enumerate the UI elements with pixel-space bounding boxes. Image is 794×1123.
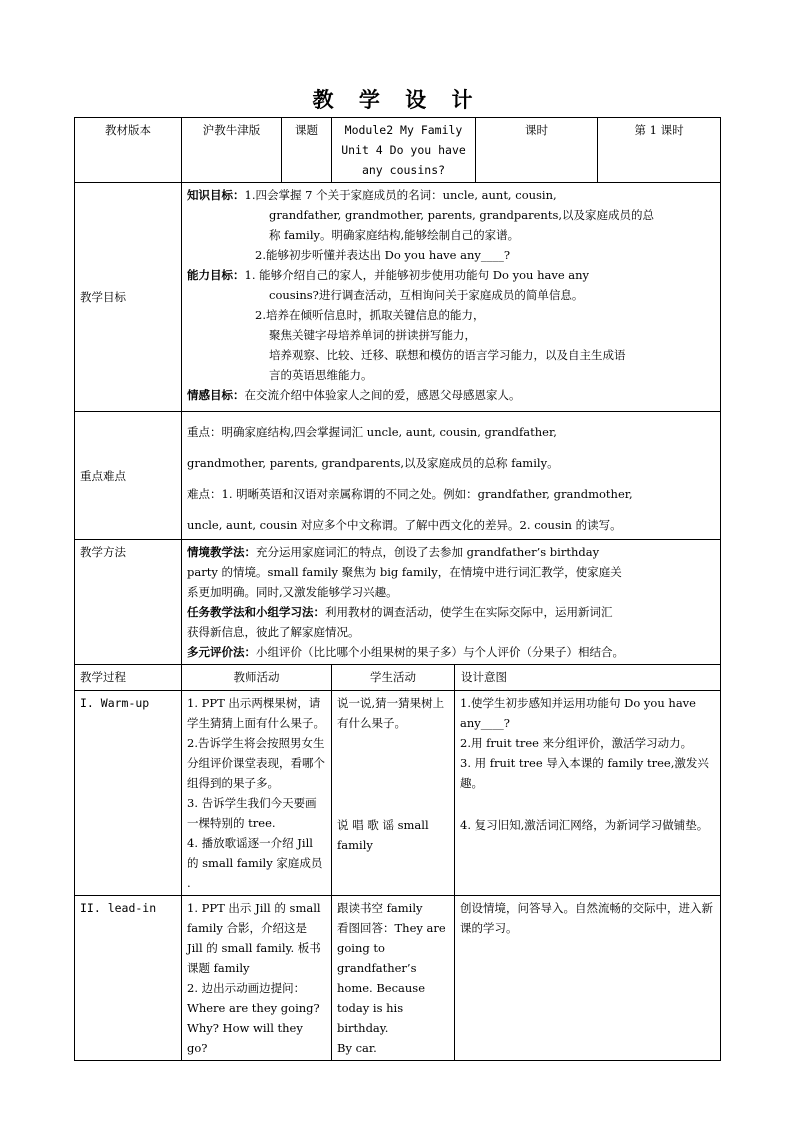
task-text-2: 获得新信息，彼此了解家庭情况。 [187, 625, 360, 639]
knowledge-text-1: 1.四会掌握 7 个关于家庭成员的名词：uncle, aunt, cousin, [244, 188, 557, 202]
key-points-content [182, 412, 721, 540]
topic-label: 课题 [282, 118, 332, 183]
process-label: 教学过程 [75, 665, 182, 691]
ability-text-1: 1. 能够介绍自己的家人，并能够初步使用功能句 Do you have any [244, 268, 590, 282]
design-intent-cell [455, 691, 721, 896]
design-intent-cell [455, 896, 721, 1061]
objectives-content [182, 183, 721, 412]
student-activity-cell [332, 691, 455, 896]
process-header-row [75, 665, 721, 691]
teacher-step-3: 3. 告诉学生我们今天要画一棵特别的 tree. [187, 796, 317, 830]
topic-line-2: Unit 4 Do you have any cousins? [341, 143, 466, 177]
intent-step-1: 创设情境，问答导入。自然流畅的交际中，进入新课的学习。 [460, 901, 713, 935]
period-value: 第 1 课时 [598, 118, 721, 183]
ability-text-3: 2.培养在倾听信息时，抓取关键信息的能力， [255, 308, 485, 322]
key-points-row [75, 412, 721, 540]
objectives-label: 教学目标 [75, 183, 182, 412]
student-activity-header: 学生活动 [332, 665, 455, 691]
student-step-2: 看图回答：They are going to grandfather’s home. Because today is his birthday. [337, 921, 446, 1035]
methods-content [182, 540, 721, 665]
situational-text-2: party 的情境。small family 聚焦为 big family，在情境中进行词汇教学，使家庭关 [187, 565, 622, 579]
stage-label: II. lead-in [75, 896, 182, 1061]
student-step-1: 跟读书空 family [337, 901, 423, 915]
knowledge-text-2: grandfather, grandmother, parents, grandparents,以及家庭成员的总 [269, 208, 655, 222]
teacher-step-4: 4. 播放歌谣逐一介绍 Jill 的 small family 家庭成员 . [187, 836, 323, 890]
intent-step-2: 2.用 fruit tree 来分组评价，激活学习动力。 [460, 736, 693, 750]
process-row-leadin [75, 896, 721, 1061]
situational-text-1: 充分运用家庭词汇的特点，创设了去参加 grandfather’s birthday [256, 545, 600, 559]
teacher-step-1: 1. PPT 出示 Jill 的 small family 合影，介绍这是 Jill 的 small family. 板书课题 family [187, 901, 321, 975]
stage-label: I. Warm-up [75, 691, 182, 896]
focus-text-1: 重点：明确家庭结构,四会掌握词汇 uncle, aunt, cousin, grandfather, [187, 425, 557, 439]
eval-label: 多元评价法： [187, 645, 256, 659]
knowledge-text-3: 称 family。明确家庭结构,能够绘制自己的家谱。 [269, 228, 520, 242]
ability-text-5: 培养观察、比较、迁移、联想和模仿的语言学习能力，以及自主生成语 [269, 348, 626, 362]
ability-text-4: 聚焦关键字母培养单词的拼读拼写能力， [269, 328, 476, 342]
teacher-step-2: 2. 边出示动画边提问：Where are they going? Why? How will they go? [187, 981, 320, 1055]
edition-label: 教材版本 [75, 118, 182, 183]
methods-row [75, 540, 721, 665]
emotion-label: 情感目标： [187, 388, 245, 402]
header-row [75, 118, 721, 183]
period-label: 课时 [476, 118, 598, 183]
topic-line-1: Module2 My Family [344, 123, 463, 137]
lesson-plan-table [74, 117, 721, 1061]
teacher-activity-cell [182, 691, 332, 896]
process-row-warmup [75, 691, 721, 896]
teacher-step-1: 1. PPT 出示两棵果树，请学生猜猜上面有什么果子。 [187, 696, 325, 730]
ability-text-2: cousins?进行调查活动，互相询问关于家庭成员的简单信息。 [269, 288, 584, 302]
difficulty-text-1: 难点：1. 明晰英语和汉语对亲属称谓的不同之处。例如：grandfather, grandmother, [187, 487, 633, 501]
topic-value [332, 118, 476, 183]
knowledge-text-4: 2.能够初步听懂并表达出 Do you have any____? [255, 248, 511, 262]
difficulty-text-2: uncle, aunt, cousin 对应多个中文称谓。了解中西文化的差异。2. cousin 的读写。 [187, 518, 622, 532]
task-text-1: 利用教材的调查活动，使学生在实际交际中，运用新词汇 [325, 605, 613, 619]
intent-step-4: 4. 复习旧知,激活词汇网络，为新词学习做铺垫。 [460, 818, 709, 832]
teacher-step-2: 2.告诉学生将会按照男女生分组评价课堂表现，看哪个组得到的果子多。 [187, 736, 325, 790]
situational-text-3: 系更加明确。同时,又激发能够学习兴趣。 [187, 585, 398, 599]
ability-label: 能力目标： [187, 268, 245, 282]
methods-label: 教学方法 [75, 540, 182, 665]
edition-value: 沪教牛津版 [182, 118, 282, 183]
page-title: 教 学 设 计 [312, 88, 482, 112]
student-activity-cell [332, 896, 455, 1061]
situational-label: 情境教学法： [187, 545, 256, 559]
teacher-activity-header: 教师活动 [182, 665, 332, 691]
ability-text-6: 言的英语思维能力。 [269, 368, 373, 382]
design-intent-header: 设计意图 [455, 665, 721, 691]
objectives-row [75, 183, 721, 412]
knowledge-label: 知识目标： [187, 188, 245, 202]
key-points-label: 重点难点 [75, 412, 182, 540]
emotion-text: 在交流介绍中体验家人之间的爱，感恩父母感恩家人。 [244, 388, 521, 402]
intent-step-1: 1.使学生初步感知并运用功能句 Do you have any____? [460, 696, 696, 730]
eval-text: 小组评价（比比哪个小组果树的果子多）与个人评价（分果子）相结合。 [256, 645, 624, 659]
task-label: 任务教学法和小组学习法： [187, 605, 325, 619]
student-step-2: 说 唱 歌 谣 small family [337, 818, 429, 852]
student-step-3: By car. [337, 1041, 377, 1055]
focus-text-2: grandmother, parents, grandparents,以及家庭成员的总称 family。 [187, 456, 559, 470]
teacher-activity-cell [182, 896, 332, 1061]
student-step-1: 说一说,猜一猜果树上有什么果子。 [337, 696, 445, 730]
intent-step-3: 3. 用 fruit tree 导入本课的 family tree,激发兴趣。 [460, 756, 709, 790]
